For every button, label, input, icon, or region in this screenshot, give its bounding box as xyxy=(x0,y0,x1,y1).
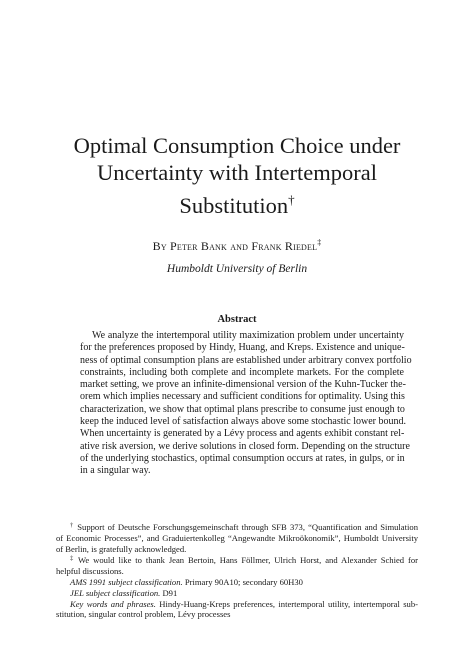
abstract-body xyxy=(80,330,412,478)
ams-classification xyxy=(56,577,418,588)
title-footnote-mark: † xyxy=(288,192,295,207)
footnote-ddagger-mark: ‡ xyxy=(70,555,75,563)
ams-value: Primary 90A10; secondary 60H30 xyxy=(184,576,303,587)
abstract-line: When uncertainty is generated by a Lévy process and agents exhibit constant rel- xyxy=(80,428,405,440)
footnotes xyxy=(56,521,418,620)
footnote-dagger-line-1 xyxy=(56,521,418,533)
author-footnote-mark: ‡ xyxy=(317,238,322,247)
keywords-line-2: stitution, singular control problem, Lévy processes xyxy=(56,609,231,620)
abstract-line: market setting, we prove an infinite-dimensional version of the Kuhn-Tucker the- xyxy=(80,379,406,391)
title-line-2: Uncertainty with Intertemporal xyxy=(97,160,377,185)
author-names: By Peter Bank and Frank Riedel xyxy=(152,239,318,253)
abstract-line: in a singular way. xyxy=(80,465,151,477)
abstract-line: orem which implies necessary and sufficient conditions for optimality. Using this xyxy=(80,391,405,403)
footnote-dagger-mark: † xyxy=(70,522,75,529)
jel-value: D91 xyxy=(162,587,178,598)
abstract-line: constraints, including both complete and incomplete markets. For the complete xyxy=(80,366,404,378)
footnote-ddagger-line-1 xyxy=(56,554,418,566)
abstract-line: keep the induced level of satisfaction always above some stochastic lower bound. xyxy=(80,416,407,428)
abstract-heading: Abstract xyxy=(217,314,257,325)
abstract-line: of the underlying stochastics, optimal consumption occurs at rates, in gulps, or in xyxy=(80,452,405,464)
keywords-label: Key words and phrases. xyxy=(70,598,156,609)
footnote-dagger-line-2: of Economic Processes”, and Graduiertenkolleg “Angewandte Mikroökonomik”, Humboldt University xyxy=(56,532,418,543)
abstract-line: ative risk aversion, we derive solutions in closed form. Depending on the structure xyxy=(80,440,410,452)
abstract-line: for the preferences proposed by Hindy, Huang, and Kreps. Existence and unique- xyxy=(80,342,405,354)
author-line xyxy=(40,238,434,254)
keywords-line-1 xyxy=(56,599,418,610)
abstract-line: ness of optimal consumption plans are established under arbitrary convex portfolio xyxy=(80,354,412,366)
jel-label: JEL subject classification. xyxy=(70,587,161,598)
footnote-ddagger-line-2: helpful discussions. xyxy=(56,566,124,577)
title-line-3 xyxy=(40,186,434,219)
footnote-dagger-line-3: of Berlin, is gratefully acknowledged. xyxy=(56,543,187,554)
keywords-text-1: Hindy-Huang-Kreps preferences, intertemporal utility, intertemporal sub- xyxy=(159,598,418,609)
abstract-line: characterization, we show that optimal plans prescribe to consume just enough to xyxy=(80,403,405,415)
author-affiliation: Humboldt University of Berlin xyxy=(166,263,308,275)
ams-label: AMS 1991 subject classification. xyxy=(70,576,183,587)
abstract-line: We analyze the intertemporal utility maximization problem under uncertainty xyxy=(92,330,404,341)
title-line-3-text: Substitution xyxy=(179,193,289,218)
paper-title xyxy=(40,132,434,219)
footnote-ddagger-text-1: We would like to thank Jean Bertoin, Hans Föllmer, Ulrich Horst, and Alexander Schied for xyxy=(78,555,419,566)
title-line-1: Optimal Consumption Choice under xyxy=(73,133,401,158)
footnote-dagger-text-1: Support of Deutsche Forschungsgemeinschaft through SFB 373, “Quantification and Simulation xyxy=(77,522,418,532)
jel-classification xyxy=(56,588,418,599)
